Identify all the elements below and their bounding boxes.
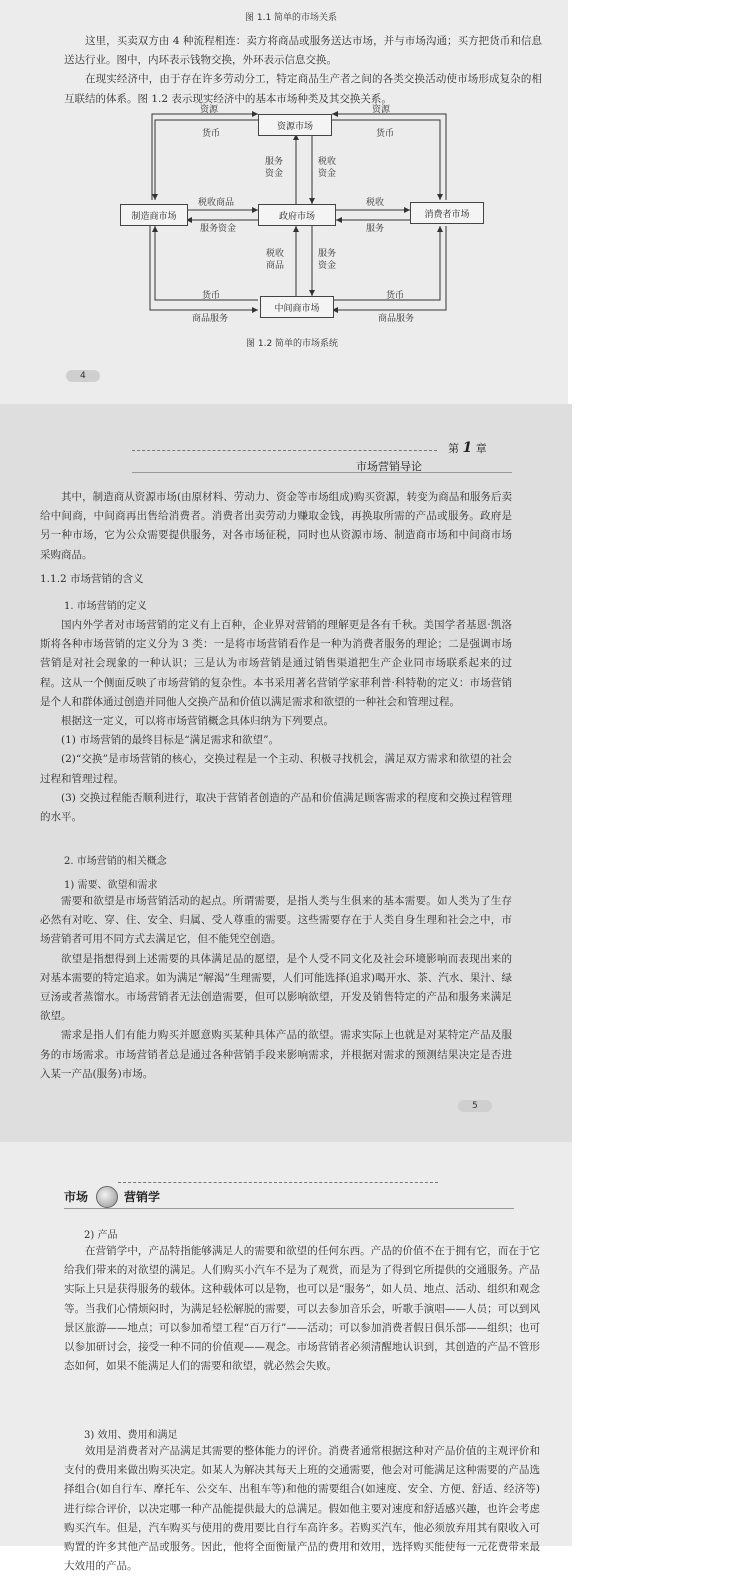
subsection-title: 2) 产品 bbox=[84, 1230, 118, 1241]
flow-arrow bbox=[332, 226, 440, 300]
paragraph: 在营销学中，产品特指能够满足人的需要和欲望的任何东西。产品的价值不在于拥有它，而在于它给我们带来的对欲望的满足。人们购买小汽车不是为了观赏，而是为了得到它所提供的交通服务。产品实际上只是获得服务的载体。这种载体可以是物，也可以是“服务”，如人员、地点、活动、组织和观念等。当我们心情烦闷时，为满足轻松解脱的需要，可以去参加音乐会，听歌手演唱——人员；可以到风景区旅游——地点；可以参加希望工程“百万行”——活动；可以参加消费者假日俱乐部——组织；也可以参加研讨会，接受一种不同的价值观——观念。市场营销者必须清醒地认识到，其创造的产品不管形态如何，如果不能满足人们的需要和欲望，就必然会失败。 bbox=[64, 1245, 540, 1373]
flow-label: 商品服务 bbox=[192, 314, 229, 324]
chapter-num: 1 bbox=[462, 440, 473, 456]
chapter-suffix: 章 bbox=[475, 442, 487, 455]
figure-1-2-caption: 图 1.2 简单的市场系统 bbox=[246, 339, 339, 349]
flow-label: 资源 bbox=[372, 105, 391, 115]
globe-icon bbox=[96, 1186, 118, 1208]
flow-label: 服务 资金 bbox=[265, 157, 284, 179]
figure-1-1-caption: 图 1.1 简单的市场关系 bbox=[245, 13, 338, 23]
list-item: (3) 交换过程能否顺利进行，取决于营销者创造的产品和价值满足顾客需求的程度和交换过程管理的水平。 bbox=[40, 791, 512, 824]
node-government-market: 政府市场 bbox=[258, 204, 336, 226]
page-number-tab: 5 bbox=[458, 1100, 492, 1112]
node-resource-market: 资源市场 bbox=[258, 114, 332, 136]
paragraph: 欲望是指想得到上述需要的具体满足品的愿望，是个人受不同文化及社会环境影响而表现出来的对基本需要的特定追求。如为满足“解渴”生理需要，人们可能选择(追求)喝开水、茶、汽水、果汁、绿豆汤或者蒸馏水。市场营销者无法创造需要，但可以影响欲望，开发及销售特定的产品和服务来满足欲望。 bbox=[40, 952, 512, 1023]
flow-label: 货币 bbox=[386, 291, 405, 301]
paragraph: 这里，买卖双方由 4 种流程相连：卖方将商品或服务送达市场，并与市场沟通；买方把货币和信息送达行业。图中，内环表示钱物交换，外环表示信息交换。 bbox=[64, 35, 542, 67]
flow-label: 资源 bbox=[200, 105, 219, 115]
book-page-5 bbox=[0, 404, 572, 1142]
flow-label: 服务 bbox=[366, 224, 385, 234]
paragraph: 其中，制造商从资源市场(由原材料、劳动力、资金等市场组成)购买资源，转变为商品和服务后卖给中间商，中间商再出售给消费者。消费者出卖劳动力赚取金钱，再换取所需的产品或服务。政府是另一种市场，它为公众需要提供服务，对各市场征税，同时也从资源市场、制造商市场和中间商市场采购商品。 bbox=[40, 491, 512, 561]
paragraph: 需要和欲望是市场营销活动的起点。所谓需要，是指人类与生俱来的基本需要。如人类为了生存必然有对吃、穿、住、安全、归属、受人尊重的需要。这些需要存在于人类自身生理和社会之中，市场营销者可用不同方式去满足它，但不能凭空创造。 bbox=[40, 895, 512, 946]
subsection-title: 1) 需要、欲望和需求 bbox=[64, 880, 158, 891]
flow-label: 商品服务 bbox=[378, 314, 415, 324]
flow-label: 服务 资金 bbox=[318, 249, 337, 271]
flow-label: 货币 bbox=[202, 291, 221, 301]
list-item: (1) 市场营销的最终目标是“满足需求和欲望”。 bbox=[61, 734, 279, 747]
utility-block bbox=[64, 1442, 540, 1576]
subsection-title: 1. 市场营销的定义 bbox=[64, 601, 147, 612]
book-page-6 bbox=[0, 1142, 572, 1573]
product-block bbox=[64, 1242, 540, 1376]
section-title: 1.1.2 市场营销的含义 bbox=[40, 573, 144, 585]
paragraph: 根据这一定义，可以将市场营销概念具体归纳为下列要点。 bbox=[61, 715, 334, 728]
header-dash-line bbox=[132, 450, 437, 451]
header-rule bbox=[64, 1208, 514, 1209]
flow-arrow bbox=[152, 114, 258, 200]
chapter-title: 市场营销导论 bbox=[356, 460, 422, 473]
paragraph: 需求是指人们有能力购买并愿意购买某种具体产品的欲望。需求实际上也就是对某特定产品及服务的市场需求。市场营销者总是通过各种营销手段来影响需求，并根据对需求的预测结果决定是否进入某一产品(服务)市场。 bbox=[40, 1029, 512, 1080]
node-consumer-market: 消费者市场 bbox=[410, 202, 484, 224]
header-rule bbox=[132, 472, 512, 473]
header-dash-line bbox=[118, 1182, 438, 1183]
page4-text-block bbox=[64, 32, 542, 109]
chapter-number bbox=[448, 440, 487, 456]
page-number-tab: 4 bbox=[66, 370, 100, 382]
paragraph: 在现实经济中，由于存在许多劳动分工，特定商品生产者之间的各类交换活动使市场形成复杂的相互联结的体系。图 1.2 表示现实经济中的基本市场种类及其交换关系。 bbox=[64, 73, 542, 105]
flow-arrow bbox=[155, 226, 258, 300]
definition-block bbox=[40, 616, 512, 827]
paragraph: 国内外学者对市场营销的定义有上百种，企业界对营销的理解更是各有千秋。美国学者基恩·凯洛斯将各种市场营销的定义分为 3 类：一是将市场营销看作是一种为消费者服务的理论；二是强调市场营销是对社会现象的一种认识；三是认为市场营销是通过销售渠道把生产企业同市场联系起来的过程。这从一个侧面反映了市场营销的复杂性。本书采用著名营销学家菲利普·科特勒的定义：市场营销是个人和群体通过创造并同他人交换产品和价值以满足需求和欲望的一种社会和管理过程。 bbox=[40, 619, 512, 708]
flow-label: 税收 商品 bbox=[266, 249, 285, 271]
flow-label: 税收 bbox=[366, 198, 385, 208]
flow-label: 货币 bbox=[376, 129, 395, 139]
intro-paragraph bbox=[40, 488, 512, 565]
subsection-title: 2. 市场营销的相关概念 bbox=[64, 856, 167, 867]
flow-arrow bbox=[332, 114, 446, 200]
flow-label: 税收 资金 bbox=[318, 157, 337, 179]
flow-label: 服务资金 bbox=[200, 224, 237, 234]
paragraph: 效用是消费者对产品满足其需要的整体能力的评价。消费者通常根据这种对产品价值的主观评价和支付的费用来做出购买决定。如某人为解决其每天上班的交通需要，他会对可能满足这种需要的产品选择组合(如自行车、摩托车、公交车、出租车等)和他的需要组合(如速度、安全、方便、舒适、经济等)进行综合评价，以决定哪一种产品能提供最大的总满足。假如他主要对速度和舒适感兴趣，也许会考虑购买汽车。但是，汽车购买与使用的费用要比自行车高许多。若购买汽车，他必须放弃用其有限收入可购置的许多其他产品或服务。因此，他将全面衡量产品的费用和效用，选择购买能使每一元花费带来最大效用的产品。 bbox=[64, 1445, 540, 1573]
node-manufacturer-market: 制造商市场 bbox=[120, 204, 188, 226]
flow-label: 税收商品 bbox=[198, 198, 235, 208]
list-item: (2)“交换”是市场营销的核心，交换过程是一个主动、积极寻找机会，满足双方需求和欲望的社会过程和管理过程。 bbox=[40, 753, 512, 785]
flow-label: 货币 bbox=[202, 129, 221, 139]
book-title-right: 营销学 bbox=[124, 1190, 161, 1204]
chapter-prefix: 第 bbox=[448, 442, 459, 455]
node-intermediary-market: 中间商市场 bbox=[260, 296, 334, 318]
book-title-left: 市场 bbox=[64, 1190, 89, 1204]
subsection-title: 3) 效用、费用和满足 bbox=[84, 1430, 178, 1441]
book-page-4 bbox=[0, 0, 568, 404]
needs-block bbox=[40, 892, 512, 1084]
